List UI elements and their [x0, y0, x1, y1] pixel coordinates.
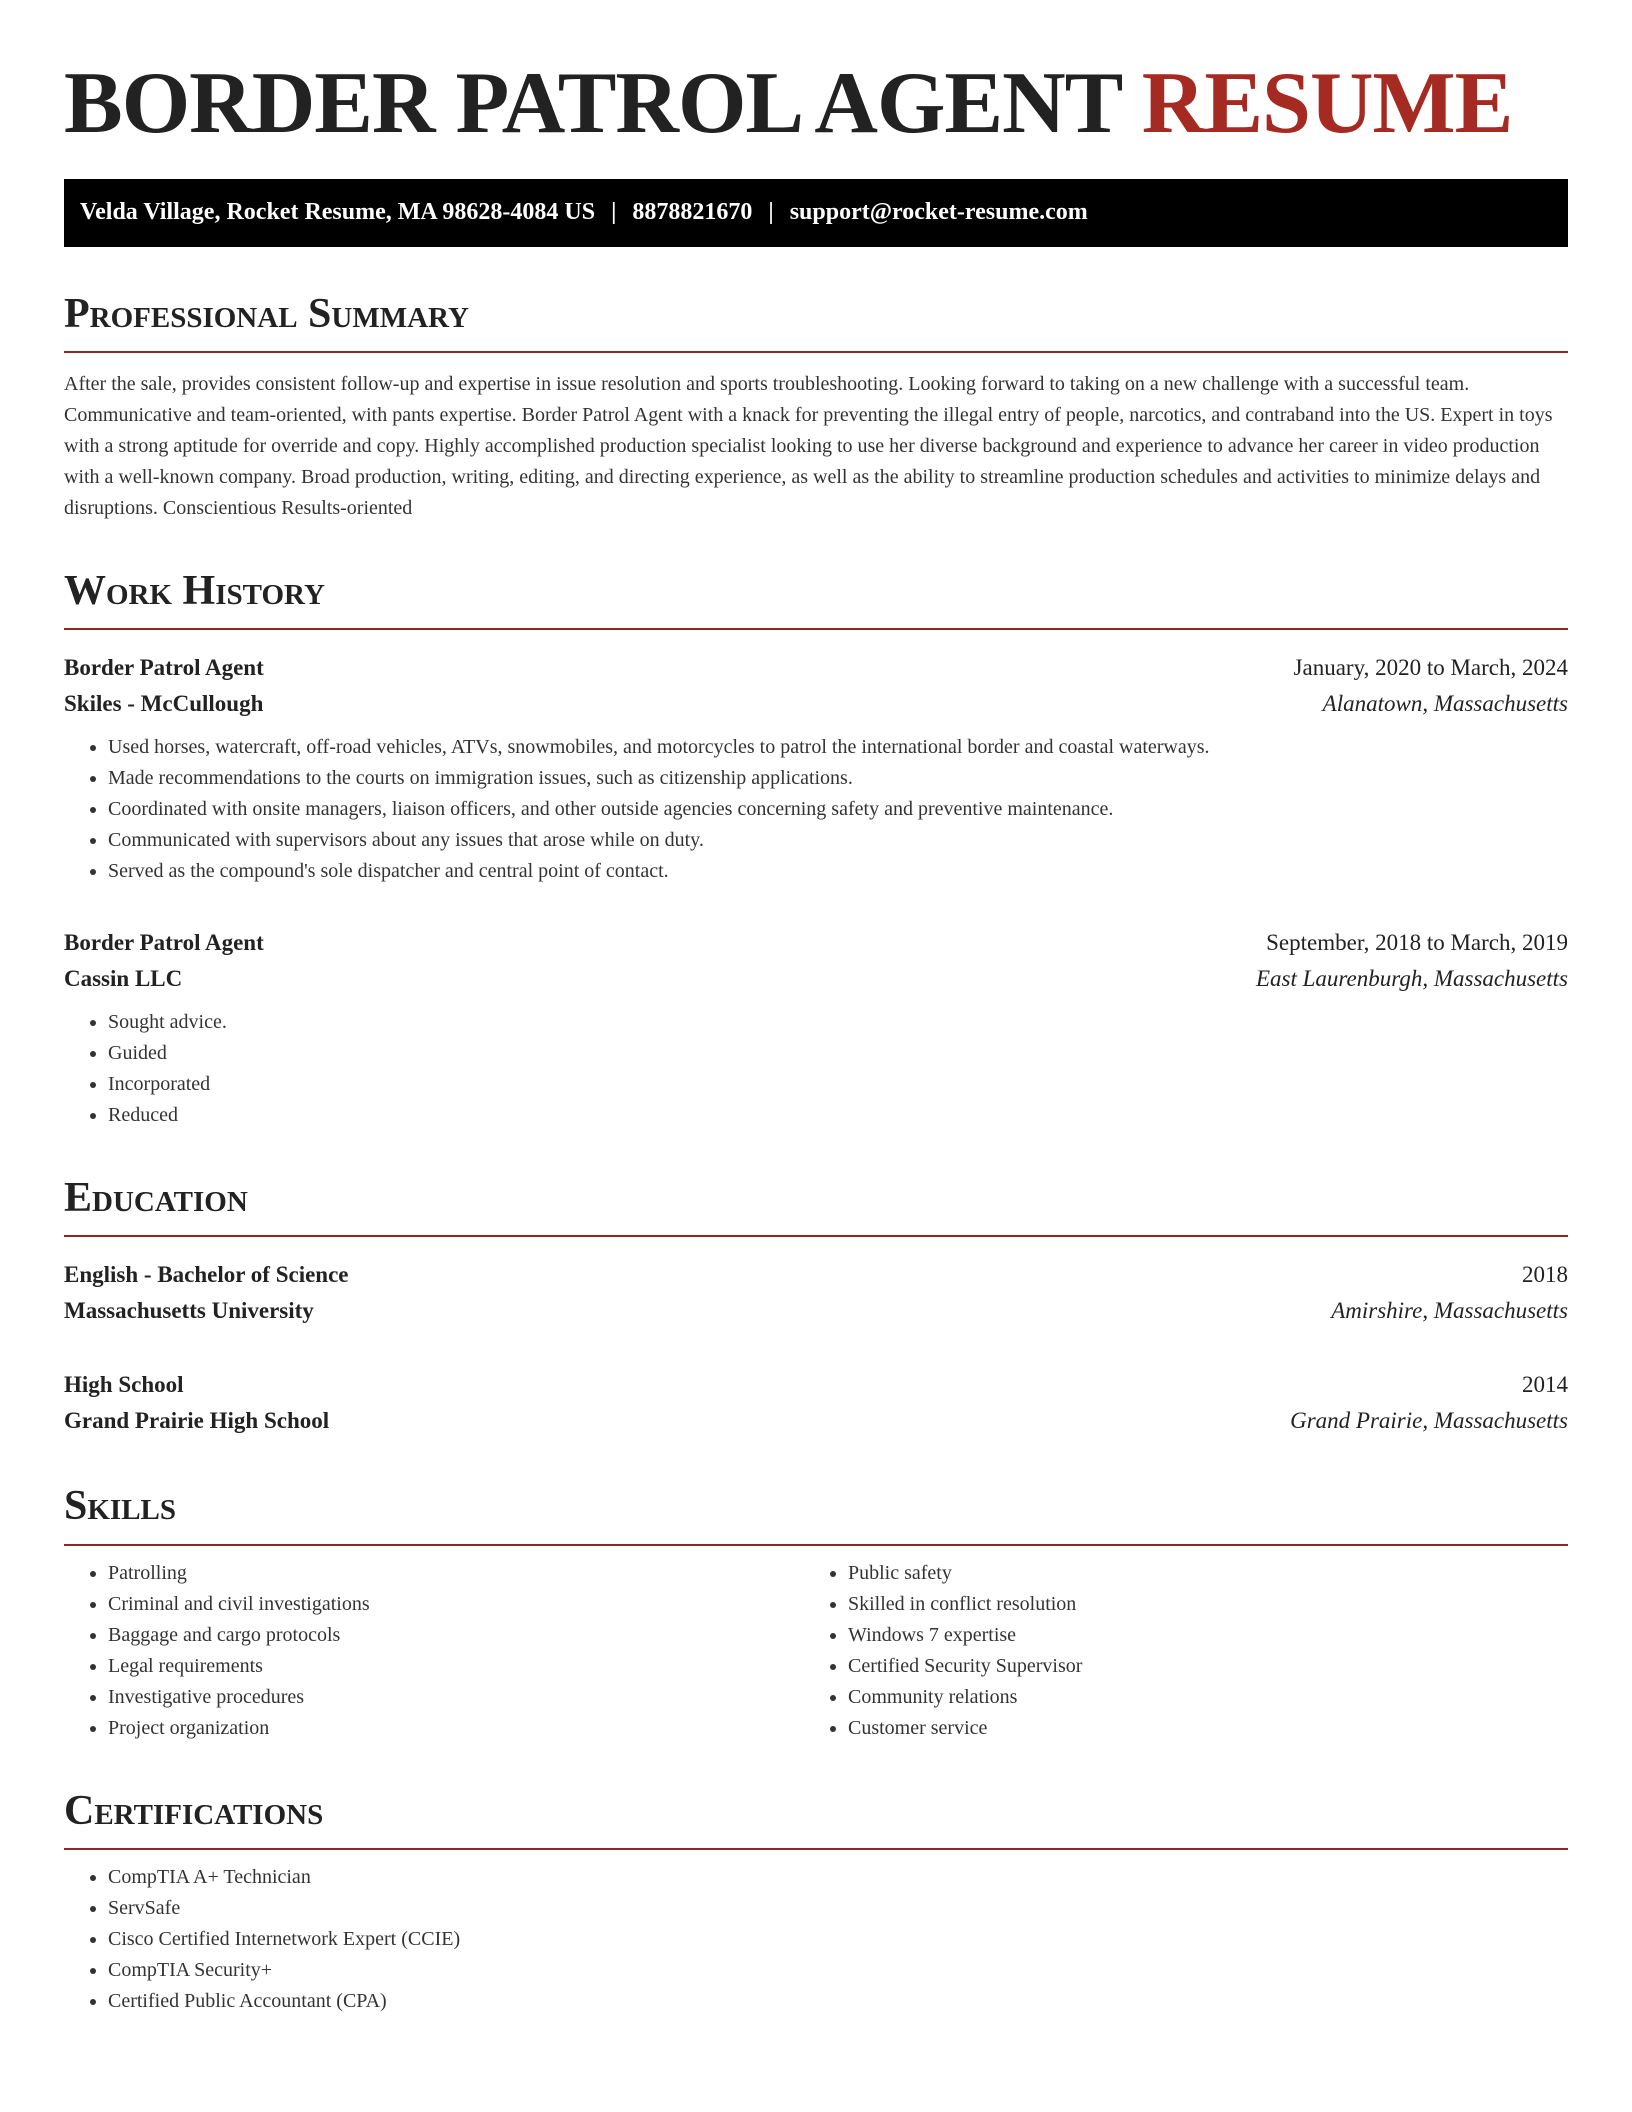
list-item: • Public safety: [848, 1558, 1544, 1589]
job-title: Border Patrol Agent: [64, 655, 264, 681]
job-company-row: [64, 961, 1568, 997]
list-item: • Served as the compound's sole dispatcher and central point of contact.: [108, 856, 1568, 887]
list-item: • Baggage and cargo protocols: [108, 1620, 804, 1651]
title-accent: RESUME: [1141, 55, 1513, 152]
contact-address: Velda Village, Rocket Resume, MA 98628-4084 US: [80, 199, 596, 226]
education-header-row: [64, 1367, 1568, 1403]
list-item: • CompTIA Security+: [108, 1955, 1568, 1986]
education-year: 2018: [1522, 1262, 1568, 1288]
job-duties-list: [64, 732, 1568, 887]
section-heading-summary: Professional Summary: [64, 291, 1568, 353]
section-heading-certifications: Certifications: [64, 1788, 1568, 1850]
job-header-row: [64, 650, 1568, 686]
job-entry: [64, 925, 1568, 1131]
education-entry: [64, 1257, 1568, 1329]
section-heading-work-history: Work History: [64, 568, 1568, 630]
job-company: Skiles - McCullough: [64, 691, 264, 717]
contact-email: support@rocket-resume.com: [789, 199, 1088, 226]
education-entry: [64, 1367, 1568, 1439]
list-item: • Used horses, watercraft, off-road vehicles, ATVs, snowmobiles, and motorcycles to patrol the international border and coastal waterways.: [108, 732, 1568, 763]
job-company-row: [64, 686, 1568, 722]
list-item: • Customer service: [848, 1713, 1544, 1744]
job-location: East Laurenburgh, Massachusetts: [1256, 966, 1568, 992]
list-item: • Patrolling: [108, 1558, 804, 1589]
list-item: • Certified Security Supervisor: [848, 1651, 1544, 1682]
education-degree: High School: [64, 1372, 184, 1398]
contact-phone: 8878821670: [632, 199, 753, 226]
skills-list-left: [64, 1558, 804, 1744]
job-location: Alanatown, Massachusetts: [1322, 691, 1568, 717]
skills-list-right: [804, 1558, 1544, 1744]
job-entry: [64, 650, 1568, 887]
section-heading-skills: Skills: [64, 1483, 1568, 1545]
list-item: • Sought advice.: [108, 1007, 1568, 1038]
job-header-row: [64, 925, 1568, 961]
job-title: Border Patrol Agent: [64, 930, 264, 956]
resume-page: [64, 0, 1568, 2017]
list-item: • Project organization: [108, 1713, 804, 1744]
education-header-row: [64, 1257, 1568, 1293]
list-item: • Community relations: [848, 1682, 1544, 1713]
section-heading-education: Education: [64, 1175, 1568, 1237]
list-item: • Communicated with supervisors about any issues that arose while on duty.: [108, 825, 1568, 856]
list-item: • Coordinated with onsite managers, liaison officers, and other outside agencies concerning safety and preventive maintenance.: [108, 794, 1568, 825]
list-item: • Reduced: [108, 1100, 1568, 1131]
list-item: • ServSafe: [108, 1893, 1568, 1924]
list-item: • Incorporated: [108, 1069, 1568, 1100]
education-school: Massachusetts University: [64, 1298, 314, 1324]
list-item: • Made recommendations to the courts on immigration issues, such as citizenship applications.: [108, 763, 1568, 794]
list-item: • Windows 7 expertise: [848, 1620, 1544, 1651]
list-item: • Certified Public Accountant (CPA): [108, 1986, 1568, 2017]
list-item: • Legal requirements: [108, 1651, 804, 1682]
list-item: • Investigative procedures: [108, 1682, 804, 1713]
certifications-list: [64, 1862, 1568, 2017]
list-item: • Skilled in conflict resolution: [848, 1589, 1544, 1620]
education-location: Grand Prairie, Massachusetts: [1290, 1408, 1568, 1434]
education-year: 2014: [1522, 1372, 1568, 1398]
contact-separator: |: [611, 199, 617, 226]
resume-title: [64, 56, 1568, 153]
skills-grid: [64, 1558, 1568, 1744]
job-dates: January, 2020 to March, 2024: [1293, 655, 1568, 681]
education-school-row: [64, 1293, 1568, 1329]
education-location: Amirshire, Massachusetts: [1331, 1298, 1568, 1324]
job-duties-list: [64, 1007, 1568, 1131]
title-main: BORDER PATROL AGENT: [64, 55, 1121, 152]
education-school: Grand Prairie High School: [64, 1408, 330, 1434]
job-dates: September, 2018 to March, 2019: [1266, 930, 1568, 956]
certifications-block: [64, 1862, 1568, 2017]
list-item: • Criminal and civil investigations: [108, 1589, 804, 1620]
list-item: • Cisco Certified Internetwork Expert (CCIE): [108, 1924, 1568, 1955]
education-degree: English - Bachelor of Science: [64, 1262, 349, 1288]
education-school-row: [64, 1403, 1568, 1439]
contact-bar: [64, 179, 1568, 247]
summary-text: After the sale, provides consistent follow-up and expertise in issue resolution and sports troubleshooting. Looking forward to taking on a new challenge with a successful team. Communicative and team-oriented, with pants expertise. Border Patrol Agent with a knack for preventing the illegal entry of people, narcotics, and contraband into the US. Expert in toys with a strong aptitude for override and copy. Highly accomplished production specialist looking to use her diverse background and experience to advance her career in video production with a well-known company. Broad production, writing, editing, and directing experience, as well as the ability to streamline production schedules and activities to minimize delays and disruptions. Conscientious Results-oriented: [64, 372, 1553, 519]
list-item: • CompTIA A+ Technician: [108, 1862, 1568, 1893]
job-company: Cassin LLC: [64, 966, 183, 992]
contact-separator: |: [768, 199, 774, 226]
list-item: • Guided: [108, 1038, 1568, 1069]
